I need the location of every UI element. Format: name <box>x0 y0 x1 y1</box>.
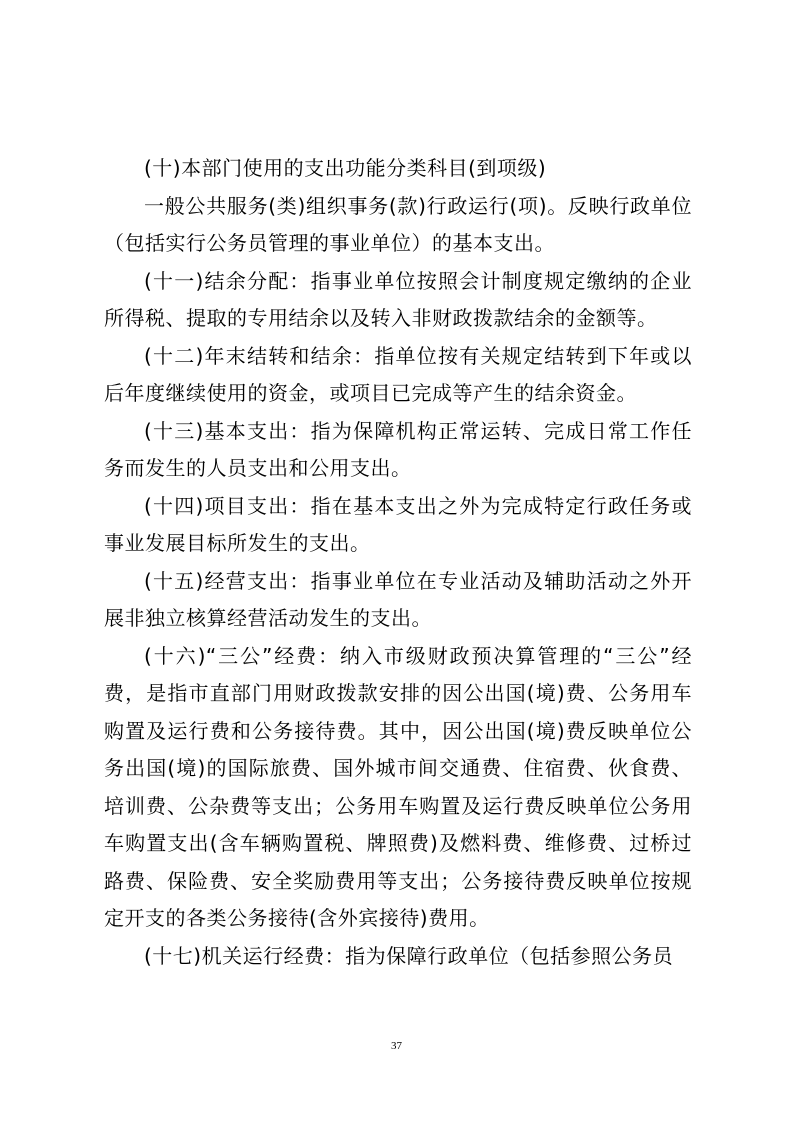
paragraph-surplus-distribution: (十一)结余分配：指事业单位按照会计制度规定缴纳的企业所得税、提取的专用结余以及转入非财政拨款结余的金额等。 <box>104 268 692 330</box>
document-body <box>104 150 692 975</box>
paragraph-operating-expenditure: (十五)经营支出：指事业单位在专业活动及辅助活动之外开展非独立核算经营活动发生的支出。 <box>104 568 692 630</box>
paragraph-agency-operating-costs: (十七)机关运行经费：指为保障行政单位（包括参照公务员 <box>144 943 674 968</box>
paragraph-three-public-expenses: (十六)“三公”经费：纳入市级财政预决算管理的“三公”经费，是指市直部门用财政拨款安排的因公出国(境)费、公务用车购置及运行费和公务接待费。其中，因公出国(境)费反映单位公务出国(境)的国际旅费、国外城市间交通费、住宿费、伙食费、培训费、公杂费等支出；公务用车购置及运行费反映单位公务用车购置支出(含车辆购置税、牌照费)及燃料费、维修费、过桥过路费、保险费、安全奖励费用等支出；公务接待费反映单位按规定开支的各类公务接待(含外宾接待)费用。 <box>104 643 692 930</box>
paragraph-expenditure-classification: (十)本部门使用的支出功能分类科目(到项级) <box>144 156 547 180</box>
paragraph-general-public-services: 一般公共服务(类)组织事务(款)行政运行(项)。反映行政单位（包括实行公务员管理的事业单位）的基本支出。 <box>104 193 692 255</box>
page-number: 37 <box>391 1040 402 1052</box>
paragraph-basic-expenditure: (十三)基本支出：指为保障机构正常运转、完成日常工作任务而发生的人员支出和公用支出。 <box>104 418 692 480</box>
paragraph-project-expenditure: (十四)项目支出：指在基本支出之外为完成特定行政任务或事业发展目标所发生的支出。 <box>104 493 692 555</box>
paragraph-year-end-carryover: (十二)年末结转和结余：指单位按有关规定结转到下年或以后年度继续使用的资金，或项目已完成等产生的结余资金。 <box>104 343 692 405</box>
